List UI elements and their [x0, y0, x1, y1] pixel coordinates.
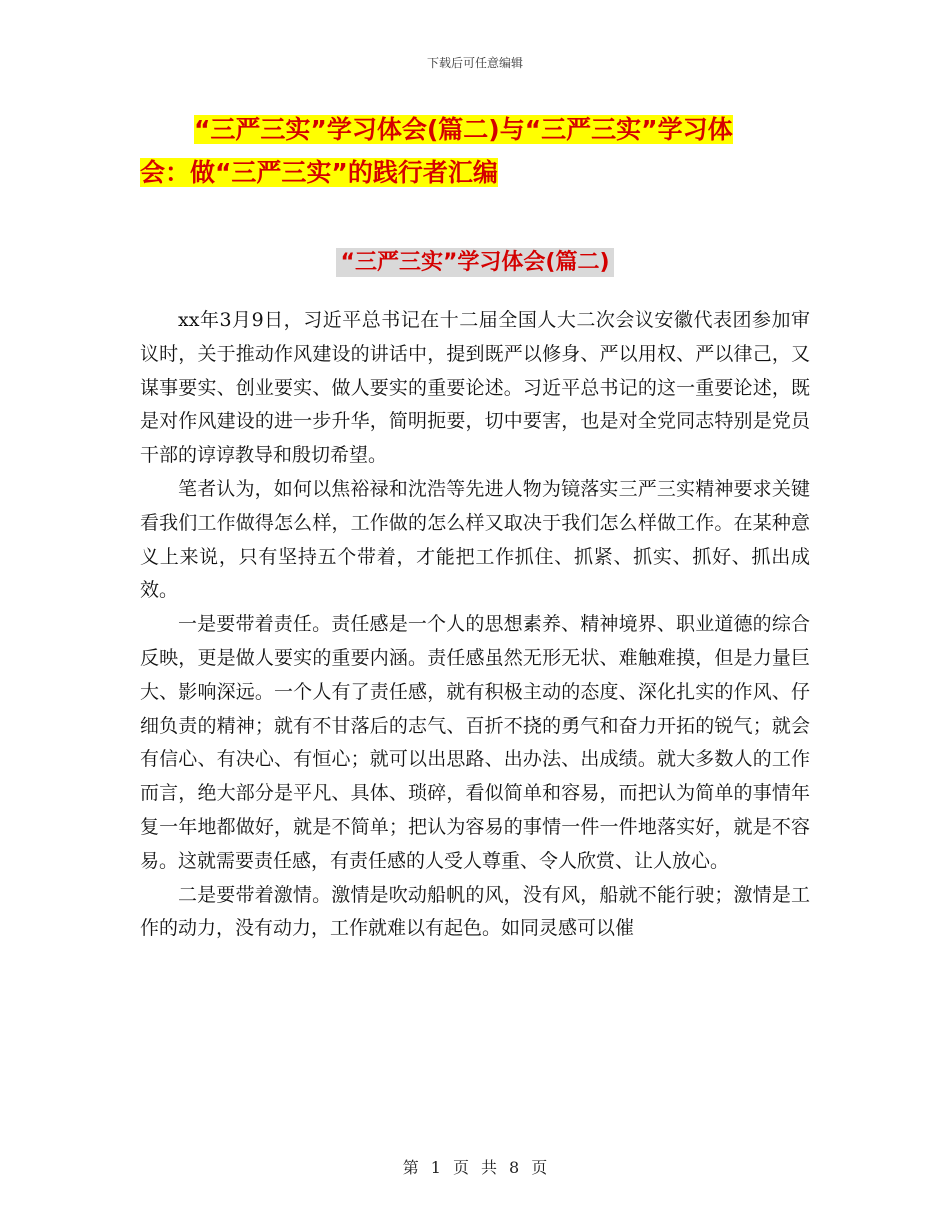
footer-ye: 页 — [452, 1158, 469, 1177]
page-total: 8 — [509, 1158, 520, 1177]
title-line-1-text: “三严三实”学习体会(篇二)与“三严三实”学习体 — [194, 115, 733, 144]
title-line-2 — [140, 151, 810, 194]
page-number: 1 — [430, 1158, 441, 1177]
paragraph: 笔者认为，如何以焦裕禄和沈浩等先进人物为镜落实三严三实精神要求关键看我们工作做得怎么样，工作做的怎么样又取决于我们怎么样做工作。在某种意义上来说，只有坚持五个带着，才能把工作抓住、抓紧、抓实、抓好、抓出成效。 — [140, 477, 810, 602]
footer-di: 第 — [402, 1158, 419, 1177]
title-line-1 — [140, 108, 810, 151]
footer-gong: 共 — [481, 1158, 498, 1177]
header-note: 下载后可任意编辑 — [426, 56, 523, 70]
title-line-2-text: 会：做“三严三实”的践行者汇编 — [140, 158, 498, 187]
section-subtitle-text: “三严三实”学习体会(篇二) — [336, 248, 613, 277]
paragraph: xx年3月9日，习近平总书记在十二届全国人大二次会议安徽代表团参加审议时，关于推动作风建设的讲话中，提到既严以修身、严以用权、严以律己，又谋事要实、创业要实、做人要实的重要论述。习近平总书记的这一重要论述，既是对作风建设的进一步升华，简明扼要，切中要害，也是对全党同志特别是党员干部的谆谆教导和殷切希望。 — [140, 309, 810, 467]
footer-ye-2: 页 — [531, 1158, 548, 1177]
page-footer — [0, 1155, 950, 1178]
paragraph: 一是要带着责任。责任感是一个人的思想素养、精神境界、职业道德的综合反映，更是做人要实的重要内涵。责任感虽然无形无状、难触难摸，但是力量巨大、影响深远。一个人有了责任感，就有积极主动的态度、深化扎实的作风、仔细负责的精神；就有不甘落后的志气、百折不挠的勇气和奋力开拓的锐气；就会有信心、有决心、有恒心；就可以出思路、出办法、出成绩。就大多数人的工作而言，绝大部分是平凡、具体、琐碎，看似简单和容易，而把认为简单的事情年复一年地都做好，就是不简单；把认为容易的事情一件一件地落实好，就是不容易。这就需要责任感，有责任感的人受人尊重、令人欣赏、让人放心。 — [140, 613, 810, 872]
section-subtitle — [0, 245, 950, 276]
document-body — [140, 304, 810, 946]
document-title — [140, 108, 810, 194]
paragraph: 二是要带着激情。激情是吹动船帆的风，没有风，船就不能行驶；激情是工作的动力，没有动力，工作就难以有起色。如同灵感可以催 — [140, 883, 810, 940]
